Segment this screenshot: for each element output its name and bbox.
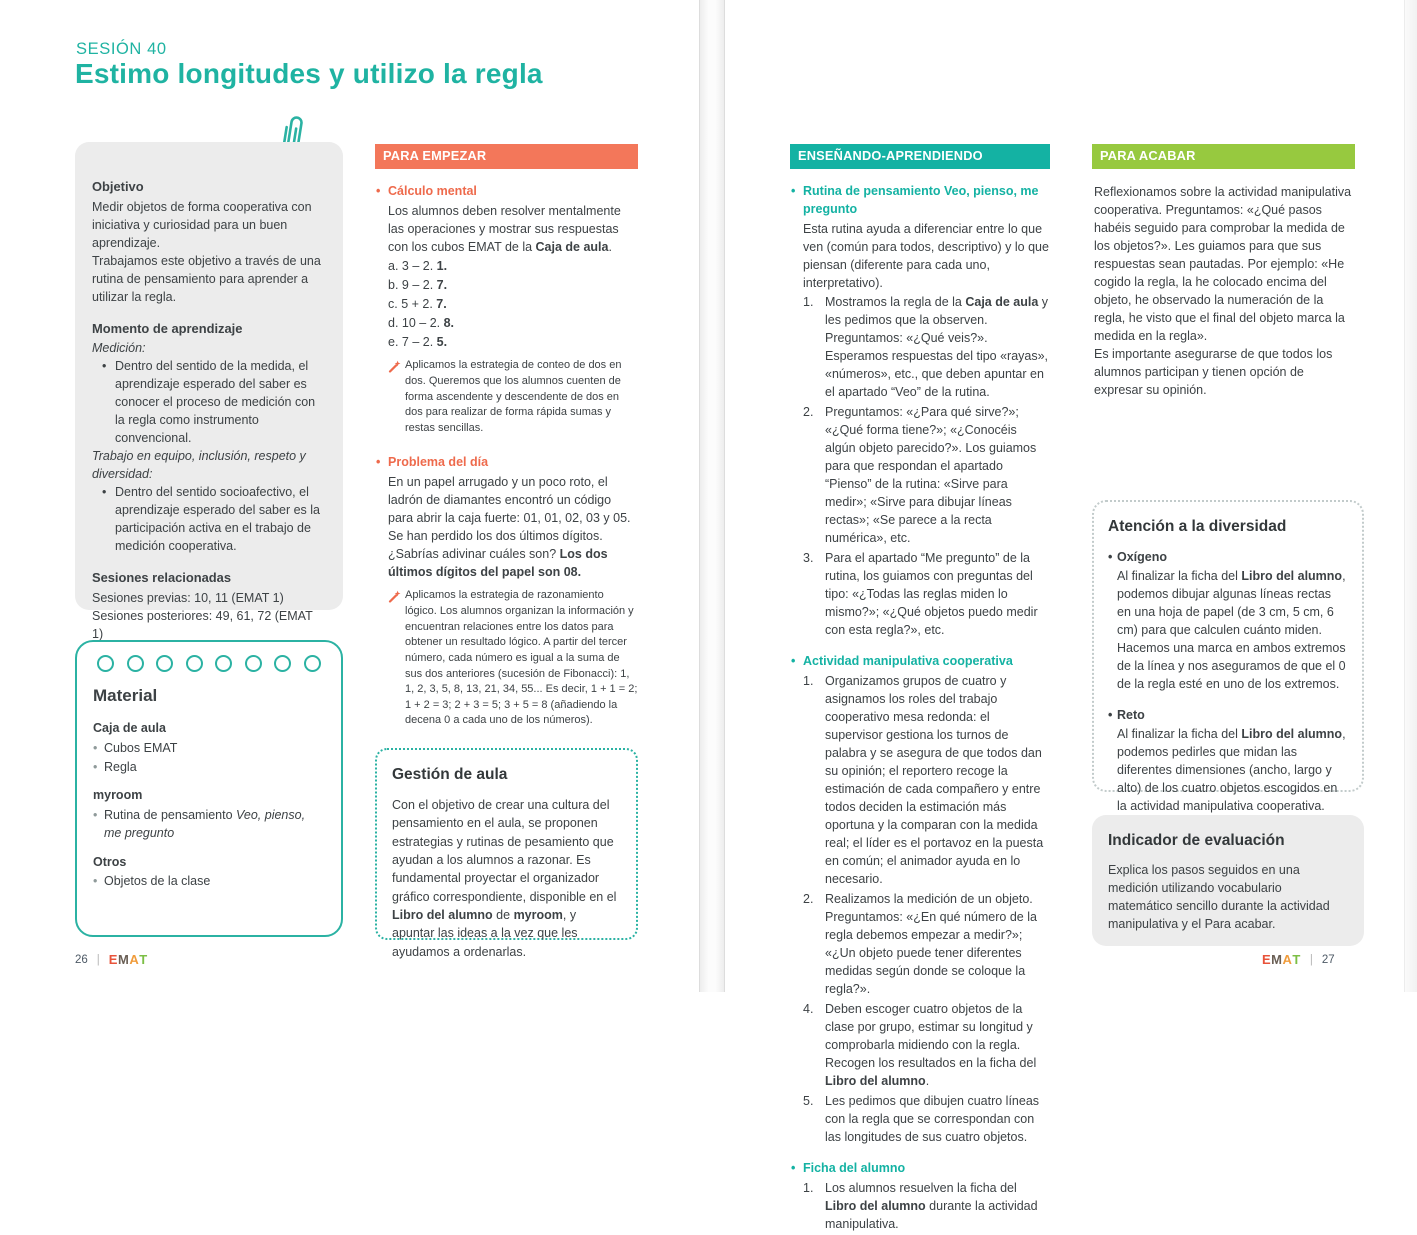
actividad-section (790, 652, 1050, 1146)
step-number: 3. (803, 551, 814, 566)
magic-wand-icon (388, 590, 401, 603)
material-item: • Rutina de pensamiento Veo, pienso, me pregunto (93, 807, 325, 843)
material-item: • Cubos EMAT (93, 740, 325, 758)
material-group-title: Otros (93, 854, 127, 869)
step-number: 1. (803, 1181, 814, 1196)
page-number: 27 (1321, 953, 1335, 966)
ring-icon (274, 655, 291, 672)
session-label: SESIÓN 40 (76, 40, 167, 58)
logo-letter: T (1292, 952, 1301, 967)
problema-text: En un papel arrugado y un poco roto, el ladrón de diamantes encontró un código para abrir la caja fuerte: 01, 01, 02, 03 y 05. Se han perdido los dos últimos dígitos. ¿Sabrías adivinar cuáles son? Los dos últimos dígitos del papel son 08. (388, 475, 631, 580)
calc-item: e. 7 – 2. 5. (388, 335, 448, 350)
material-box (75, 640, 343, 937)
info-box (75, 142, 343, 641)
problema-del-dia-section (375, 453, 638, 728)
ficha-section (790, 1159, 1050, 1233)
gestion-text: Con el objetivo de crear una cultura del pensamiento en el aula, se proponen estrategias y rutinas de pesamiento que ayudan a los alumnos a razonar. Es fundamental proyectar el organizador gráfico correspondiente, disponible en el Libro del alumno de myroom, y apuntar las ideas a la vez que les ayudamos a ordenarlas. (392, 797, 617, 959)
calculo-mental-title: • Cálculo mental (388, 182, 638, 200)
rutina-section (790, 182, 1050, 639)
page-title: Estimo longitudes y utilizo la regla (75, 58, 543, 89)
footer-left (75, 952, 148, 967)
tip-text: Aplicamos la estrategia de razonamiento lógico. Los alumnos organizan la información y encuentran relaciones entre los datos para obtener un resultado lógico. A partir del tercer número, cada número es igual a la suma de sus dos anteriores (sucesión de Fibonacci): 1, 1, 2, 3, 5, 8, 13, 21, 34, 55... Es decir, 1 + 1 = 2; 1 + 2 = 3; 2 + 3 = 5; 3 + 5 = 8 (añadiendo la decena 0 a cada uno de los números). (405, 589, 638, 727)
medicion-label: Medición: (92, 341, 146, 356)
ring-icon (215, 655, 232, 672)
logo-letter: E (1262, 952, 1272, 967)
step-number: 5. (803, 1094, 814, 1109)
material-group-title: myroom (93, 788, 143, 803)
reto-text: Al finalizar la ficha del Libro del alumno, podemos pedirles que midan las diferentes dimensiones (ancho, largo y alto) de los cuatro objetos escogidos en la actividad manipulativa cooperativa. (1117, 727, 1346, 814)
para-acabar-column (1092, 144, 1355, 399)
actividad-step (803, 890, 1050, 998)
emat-logo (1262, 952, 1301, 967)
oxigeno-title: • Oxígeno (1108, 548, 1348, 566)
material-item: • Regla (93, 759, 325, 777)
para-empezar-header: PARA EMPEZAR (375, 144, 638, 169)
ficha-title: • Ficha del alumno (803, 1159, 1050, 1177)
rutina-step (803, 403, 1050, 547)
page-right-edge (1404, 0, 1417, 992)
step-text: Organizamos grupos de cuatro y asignamos los roles del trabajo cooperativo mesa redonda: el supervisor gestiona los turnos de palabra y se asegura de que todos dan su opinión; el reportero recoge la estimación de cada compañero y entre todos deciden la estimación más oportuna y la comparan con la medida real; el líder es el portavoz en la puesta en común; el animador ayuda en lo necesario. (825, 674, 1044, 887)
logo-letter: M (1271, 952, 1283, 967)
step-text: Los alumnos resuelven la ficha del Libro del alumno durante la actividad manipulativa. (825, 1181, 1038, 1232)
material-item: • Objetos de la clase (93, 873, 325, 891)
objetivo-paragraph-2: Trabajamos este objetivo a través de una rutina de pensamiento para aprender a utilizar la regla. (92, 253, 321, 304)
para-acabar-paragraph-2: Es importante asegurarse de que todos los alumnos participan y tienen opción de expresar su opinión. (1094, 347, 1333, 398)
ensenando-header: ENSEÑANDO-APRENDIENDO (790, 144, 1050, 169)
page-number: 26 (75, 953, 88, 966)
ficha-step (803, 1179, 1050, 1233)
step-number: 2. (803, 405, 814, 420)
trabajo-bullet: • Dentro del sentido socioafectivo, el aprendizaje esperado del saber es la participación activa en el trabajo de medición cooperativa. (102, 483, 326, 555)
ring-icon (97, 655, 114, 672)
ring-icon (127, 655, 144, 672)
calc-item: a. 3 – 2. 1. (388, 259, 448, 274)
medicion-bullet: • Dentro del sentido de la medida, el aprendizaje esperado del saber es conocer el proceso de medición con la regla como instrumento convencional. (102, 357, 326, 447)
atencion-title: Atención a la diversidad (1108, 518, 1287, 535)
calc-item: d. 10 – 2. 8. (388, 316, 455, 331)
footer-separator: | (1309, 953, 1313, 966)
indicador-title: Indicador de evaluación (1108, 832, 1285, 849)
actividad-step (803, 1092, 1050, 1146)
step-text: Les pedimos que dibujen cuatro líneas con la regla que se correspondan con las longitudes de sus cuatro objetos. (825, 1094, 1040, 1145)
sesiones-previas: Sesiones previas: 10, 11 (EMAT 1) (92, 590, 284, 605)
sesiones-posteriores: Sesiones posteriores: 49, 61, 72 (EMAT 1) (92, 608, 313, 641)
emat-logo (109, 952, 148, 967)
actividad-title: • Actividad manipulativa cooperativa (803, 652, 1050, 670)
step-number: 2. (803, 892, 814, 907)
objetivo-paragraph-1: Medir objetos de forma cooperativa con iniciativa y curiosidad para un buen aprendizaje. (92, 199, 312, 250)
logo-letter: E (108, 952, 118, 967)
logo-letter: A (129, 952, 140, 967)
rutina-step (803, 549, 1050, 639)
page-fold-gutter (699, 0, 725, 992)
para-empezar-column (375, 144, 638, 729)
gestion-title: Gestión de aula (392, 766, 508, 783)
step-number: 1. (803, 674, 814, 689)
ensenando-column (790, 144, 1050, 1235)
atencion-diversidad-box (1092, 500, 1364, 814)
objetivo-heading: Objetivo (92, 179, 144, 194)
material-group-title: Caja de aula (93, 721, 166, 736)
step-text: Preguntamos: «¿Para qué sirve?»; «¿Qué forma tiene?»; «¿Conocéis algún objeto parecido?». Los guiamos para que respondan el apartado “Pienso” de la rutina: «Sirve para medir»; «Sirve para dibujar líneas rectas»; «Se parece a la recta numérica», etc. (825, 405, 1037, 546)
material-heading: Material (93, 686, 158, 705)
step-text: Mostramos la regla de la Caja de aula y les pedimos que la observen. Preguntamos: «¿Qué veis?». Esperamos respuestas del tipo «rayas», «números», etc., que deben apuntar en el apartado “Veo” de la rutina. (825, 295, 1049, 400)
rutina-title: • Rutina de pensamiento Veo, pienso, me pregunto (803, 182, 1050, 218)
calc-item: b. 9 – 2. 7. (388, 278, 448, 293)
ring-icon (186, 655, 203, 672)
oxigeno-text: Al finalizar la ficha del Libro del alumno, podemos dibujar algunas líneas rectas en una hoja de papel (de 3 cm, 5 cm, 6 cm) para que calculen cuánto miden. Hacemos una marca en ambos extremos de la línea y nos aseguramos de que el 0 de la regla esté en uno de los extremos. (1117, 569, 1346, 692)
step-number: 1. (803, 295, 814, 310)
rutina-step (803, 293, 1050, 401)
step-text: Deben escoger cuatro objetos de la clase por grupo, estimar su longitud y comprobarla midiendo con la regla. Recogen los resultados en la ficha del Libro del alumno. (825, 1002, 1037, 1089)
sesiones-heading: Sesiones relacionadas (92, 570, 232, 586)
calculo-intro: Los alumnos deben resolver mentalmente las operaciones y mostrar sus respuestas con los cubos EMAT de la Caja de aula. (388, 204, 621, 255)
actividad-step (803, 1000, 1050, 1090)
logo-letter: A (1282, 952, 1293, 967)
momento-heading: Momento de aprendizaje (92, 320, 243, 336)
actividad-step (803, 672, 1050, 888)
ring-icon (156, 655, 173, 672)
tip-text: Aplicamos la estrategia de conteo de dos en dos. Queremos que los alumnos cuenten de forma ascendente y descendente de dos en dos para realizar de forma rápida sumas y restas sencillas. (405, 359, 622, 434)
footer-right (1262, 952, 1335, 967)
rutina-intro: Esta rutina ayuda a diferenciar entre lo que ven (común para todos, descriptivo) y lo que piensan (diferente para cada uno, interpretativo). (803, 222, 1049, 291)
trabajo-label: Trabajo en equipo, inclusión, respeto y diversidad: (92, 449, 306, 482)
reto-title: • Reto (1108, 706, 1348, 724)
step-number: 4. (803, 1002, 814, 1017)
calc-item: c. 5 + 2. 7. (388, 297, 447, 312)
step-text: Realizamos la medición de un objeto. Preguntamos: «¿En qué número de la regla debemos empezar a medir?»; «¿Un objeto puede tener diferentes medidas según donde se coloque la regla?». (825, 892, 1037, 997)
indicador-evaluacion-box (1092, 815, 1364, 946)
step-text: Para el apartado “Me pregunto” de la rutina, los guiamos con preguntas del tipo: «¿Todas las reglas miden lo mismo?»; «¿Qué objetos puedo medir con esta regla?», etc. (825, 551, 1038, 638)
para-acabar-paragraph-1: Reflexionamos sobre la actividad manipulativa cooperativa. Preguntamos: «¿Qué pasos habéis seguido para comprobar la medida de los objetos?». Les guiamos para que sus respuestas sean pautadas. Por ejemplo: «He cogido la regla, la he colocado encima del objeto, he observado la numeración de la regla, he visto que el final del objeto marca la medida en la regla». (1094, 185, 1352, 344)
strategy-tip (388, 588, 638, 728)
calculo-mental-section (375, 182, 638, 436)
para-acabar-header: PARA ACABAR (1092, 144, 1355, 169)
footer-separator: | (96, 953, 100, 966)
ring-icon (304, 655, 321, 672)
gestion-de-aula-box (375, 748, 638, 959)
binder-rings (93, 655, 325, 672)
problema-del-dia-title: • Problema del día (388, 453, 638, 471)
strategy-tip (388, 358, 638, 436)
magic-wand-icon (388, 360, 401, 373)
logo-letter: T (139, 952, 148, 967)
logo-letter: M (117, 952, 130, 967)
ring-icon (245, 655, 262, 672)
indicador-text: Explica los pasos seguidos en una medición utilizando vocabulario matemático sencillo durante la actividad manipulativa y el Para acabar. (1108, 863, 1330, 932)
